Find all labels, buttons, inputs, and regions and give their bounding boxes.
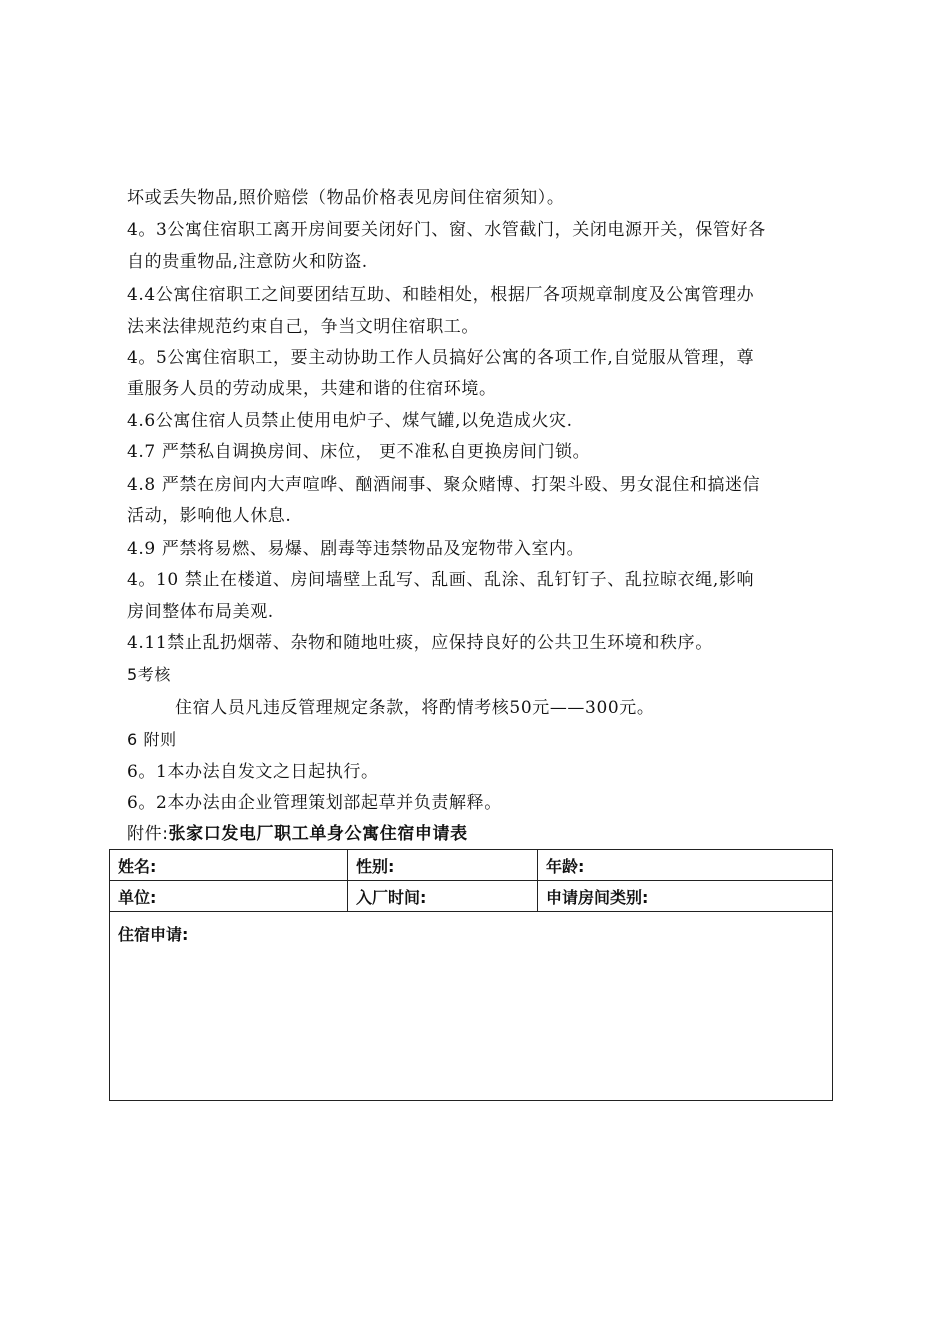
name-field[interactable]: 姓名: (110, 850, 348, 881)
section5-body: 住宿人员凡违反管理规定条款，将酌情考核50元——300元。 (175, 698, 655, 718)
text-line: 4。10 禁止在楼道、房间墙壁上乱写、乱画、乱涂、乱钉钉子、乱拉晾衣绳,影响 (127, 570, 755, 590)
application-field[interactable]: 住宿申请: (110, 912, 833, 1101)
text-line: 4。5公寓住宿职工，要主动协助工作人员搞好公寓的各项工作,自觉服从管理，尊 (127, 348, 755, 368)
attachment-caption (127, 823, 827, 845)
form-row (110, 881, 833, 912)
application-form-table (109, 849, 833, 1101)
text-line: 自的贵重物品,注意防火和防盗. (127, 252, 368, 272)
gender-field[interactable]: 性别: (348, 850, 538, 881)
text-line: 4.11禁止乱扔烟蒂、杂物和随地吐痰，应保持良好的公共卫生环境和秩序。 (127, 633, 713, 653)
text-line: 4.9 严禁将易燃、易爆、剧毒等违禁物品及宠物带入室内。 (127, 539, 585, 559)
section5-heading: 5考核 (127, 665, 171, 684)
room-type-field[interactable]: 申请房间类别: (538, 881, 833, 912)
text-line: 法来法律规范约束自己，争当文明住宿职工。 (127, 317, 479, 337)
section6-item: 6。2本办法由企业管理策划部起草并负责解释。 (127, 793, 502, 813)
text-line: 重服务人员的劳动成果，共建和谐的住宿环境。 (127, 379, 497, 399)
section6-item: 6。1本办法自发文之日起执行。 (127, 762, 379, 782)
age-field[interactable]: 年龄: (538, 850, 833, 881)
section6-heading: 6 附则 (127, 730, 177, 749)
text-line: 4.7 严禁私自调换房间、床位， 更不准私自更换房间门锁。 (127, 442, 591, 462)
text-line: 活动，影响他人休息. (127, 506, 292, 526)
text-line: 4。3公寓住宿职工离开房间要关闭好门、窗、水管截门，关闭电源开关，保管好各 (127, 220, 766, 240)
form-row (110, 912, 833, 1101)
join-date-field[interactable]: 入厂时间: (348, 881, 538, 912)
text-line: 4.4公寓住宿职工之间要团结互助、和睦相处，根据厂各项规章制度及公寓管理办 (127, 285, 755, 305)
unit-field[interactable]: 单位: (110, 881, 348, 912)
text-line: 坏或丢失物品,照价赔偿（物品价格表见房间住宿须知）。 (127, 188, 565, 208)
attachment-prefix: 附件: (127, 824, 169, 844)
form-row (110, 850, 833, 881)
text-line: 房间整体布局美观. (127, 602, 274, 622)
text-line: 4.6公寓住宿人员禁止使用电炉子、煤气罐,以免造成火灾. (127, 411, 573, 431)
attachment-title: 张家口发电厂职工单身公寓住宿申请表 (168, 824, 468, 844)
text-line: 4.8 严禁在房间内大声喧哗、酗酒闹事、聚众赌博、打架斗殴、男女混住和搞迷信 (127, 475, 761, 495)
